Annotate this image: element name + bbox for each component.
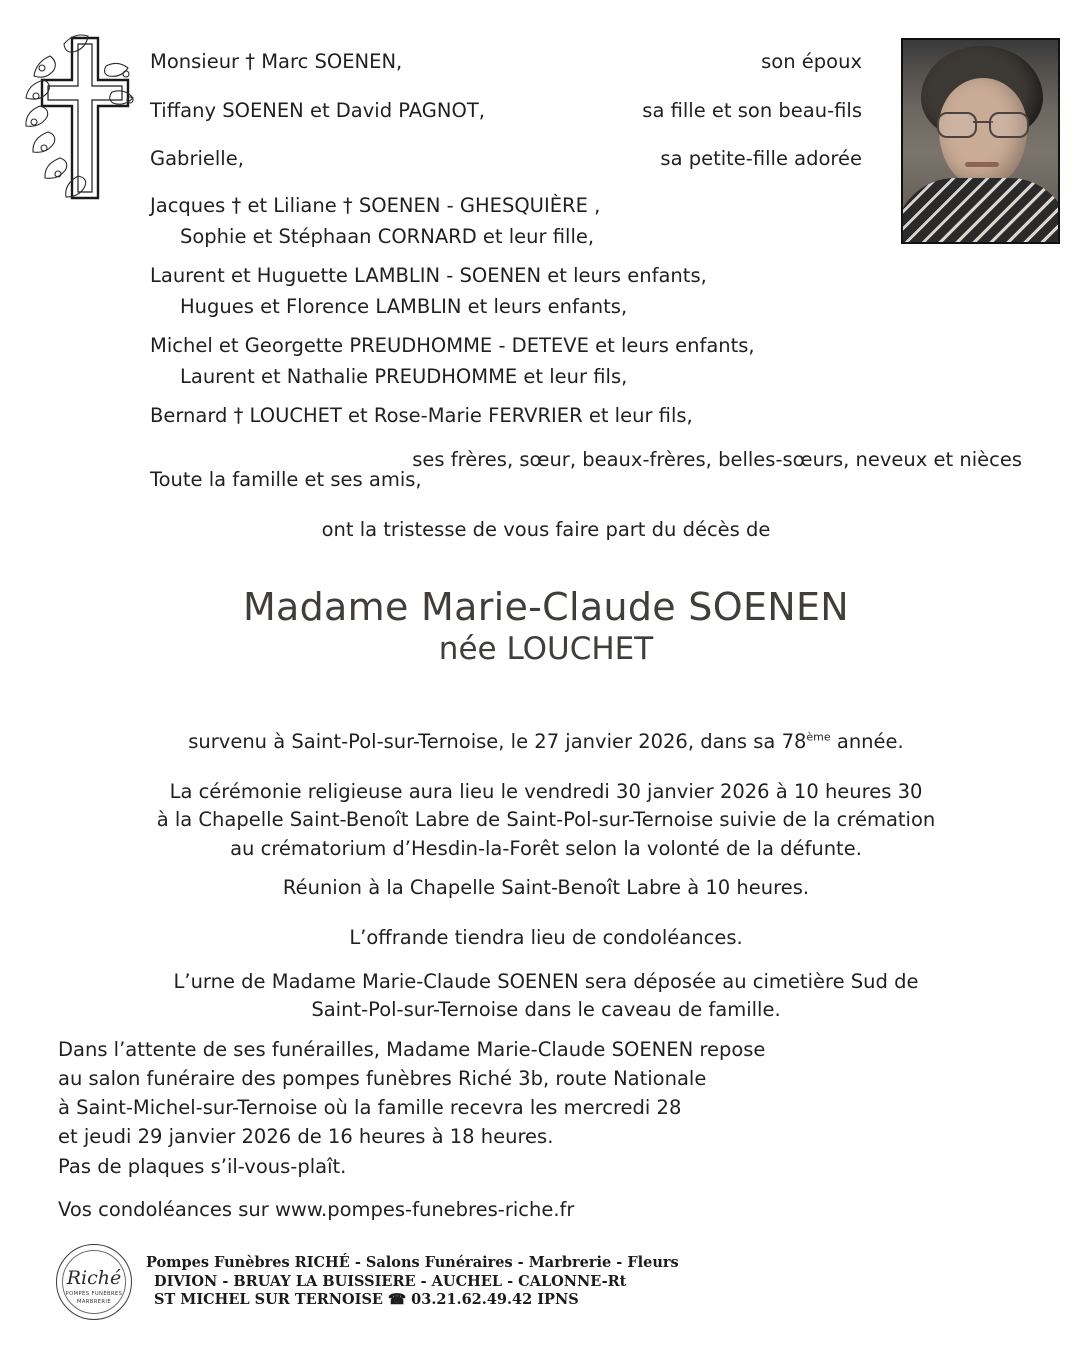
portrait-mouth — [965, 162, 999, 167]
family-member-name: Gabrielle, — [150, 147, 244, 170]
footer-line-2: DIVION - BRUAY LA BUISSIERE - AUCHEL - CALONNE-Rt — [154, 1272, 627, 1290]
family-relations-summary: ses frères, sœur, beaux-frères, belles-sœurs, neveux et nièces — [412, 447, 1022, 471]
family-group-line: Bernard † LOUCHET et Rose-Marie FERVRIER et leur fils, — [150, 404, 693, 427]
family-group-subline: Hugues et Florence LAMBLIN et leurs enfants, — [180, 294, 628, 318]
logo-subtitle-2: MARBRERIE — [76, 1299, 112, 1305]
family-group-line: Michel et Georgette PREUDHOMME - DETEVE et leurs enfants, — [150, 334, 755, 357]
deceased-name: Madame Marie-Claude SOENEN — [242, 585, 850, 629]
urn-line-2: Saint-Pol-sur-Ternoise dans le caveau de famille. — [311, 998, 781, 1022]
death-notice-ordinal: ème — [806, 730, 831, 744]
deceased-maiden-name: née LOUCHET — [438, 630, 654, 667]
condolences-website: Vos condoléances sur www.pompes-funebres-riche.fr — [58, 1198, 575, 1221]
logo-name: Riché — [66, 1267, 122, 1289]
logo-subtitle-1: POMPES FUNÈBRES — [65, 1291, 123, 1297]
portrait-glasses — [937, 112, 1029, 134]
list-item — [150, 406, 1032, 426]
visitation-line-1: Dans l’attente de ses funérailles, Madame Marie-Claude SOENEN repose — [58, 1038, 766, 1061]
ceremony-line-3: au crématorium d’Hesdin-la-Forêt selon la volonté de la défunte. — [230, 836, 862, 860]
footer-contact — [146, 1254, 679, 1310]
reunion-line: Réunion à la Chapelle Saint-Benoît Labre à 10 heures. — [282, 876, 810, 899]
extended-family-list — [150, 196, 1032, 469]
list-item — [150, 52, 862, 72]
visitation-line-3: à Saint-Michel-sur-Ternoise où la famille recevra les mercredi 28 — [58, 1095, 682, 1119]
family-member-name: Tiffany SOENEN et David PAGNOT, — [150, 98, 485, 122]
footer — [56, 1244, 679, 1320]
visitation-details — [58, 1036, 1032, 1151]
ceremony-details — [60, 778, 1032, 863]
offering-line: L’offrande tiendra lieu de condoléances. — [349, 926, 743, 949]
family-group-line: Laurent et Huguette LAMBLIN - SOENEN et leurs enfants, — [150, 264, 707, 287]
family-group-subline: Laurent et Nathalie PREUDHOMME et leur fils, — [180, 364, 628, 388]
deceased-block — [0, 586, 1092, 668]
family-relation: son époux — [761, 50, 862, 73]
ceremony-line-1: La cérémonie religieuse aura lieu le vendredi 30 janvier 2026 à 10 heures 30 — [169, 780, 923, 803]
urn-details — [60, 968, 1032, 1025]
family-member-name: Monsieur † Marc SOENEN, — [150, 50, 403, 73]
ceremony-line-2: à la Chapelle Saint-Benoît Labre de Saint-Pol-sur-Ternoise suivie de la crémation — [156, 808, 936, 832]
list-item — [150, 336, 1032, 386]
family-relation: sa petite-fille adorée — [660, 147, 862, 170]
death-notice-prefix: survenu à Saint-Pol-sur-Ternoise, le 27 janvier 2026, dans sa 78 — [188, 730, 807, 753]
riche-logo-icon — [56, 1244, 132, 1320]
list-item — [150, 149, 862, 169]
list-item — [150, 98, 862, 122]
visitation-line-4: et jeudi 29 janvier 2026 de 16 heures à 18 heures. — [58, 1124, 554, 1148]
all-family-line: Toute la famille et ses amis, — [150, 468, 422, 491]
list-item — [150, 266, 1032, 316]
family-relations-list — [150, 52, 862, 198]
visitation-line-2: au salon funéraire des pompes funèbres Riché 3b, route Nationale — [58, 1066, 707, 1090]
death-notice — [60, 728, 1032, 756]
death-notice-suffix: année. — [830, 730, 904, 753]
footer-line-3: ST MICHEL SUR TERNOISE ☎ 03.21.62.49.42 IPNS — [154, 1291, 579, 1309]
list-item — [150, 196, 1032, 246]
family-group-subline: Sophie et Stéphaan CORNARD et leur fille, — [180, 224, 595, 248]
urn-line-1: L’urne de Madame Marie-Claude SOENEN sera déposée au cimetière Sud de — [173, 970, 919, 993]
cross-with-lilies-icon — [20, 26, 145, 211]
no-plaques-note: Pas de plaques s’il-vous-plaît. — [58, 1155, 347, 1178]
footer-line-1: Pompes Funèbres RICHÉ - Salons Funéraires - Marbrerie - Fleurs — [146, 1254, 679, 1272]
announcement-line: ont la tristesse de vous faire part du décès de — [321, 518, 771, 541]
family-group-line: Jacques † et Liliane † SOENEN - GHESQUIÈRE , — [150, 194, 601, 217]
family-relation: sa fille et son beau-fils — [642, 98, 862, 122]
